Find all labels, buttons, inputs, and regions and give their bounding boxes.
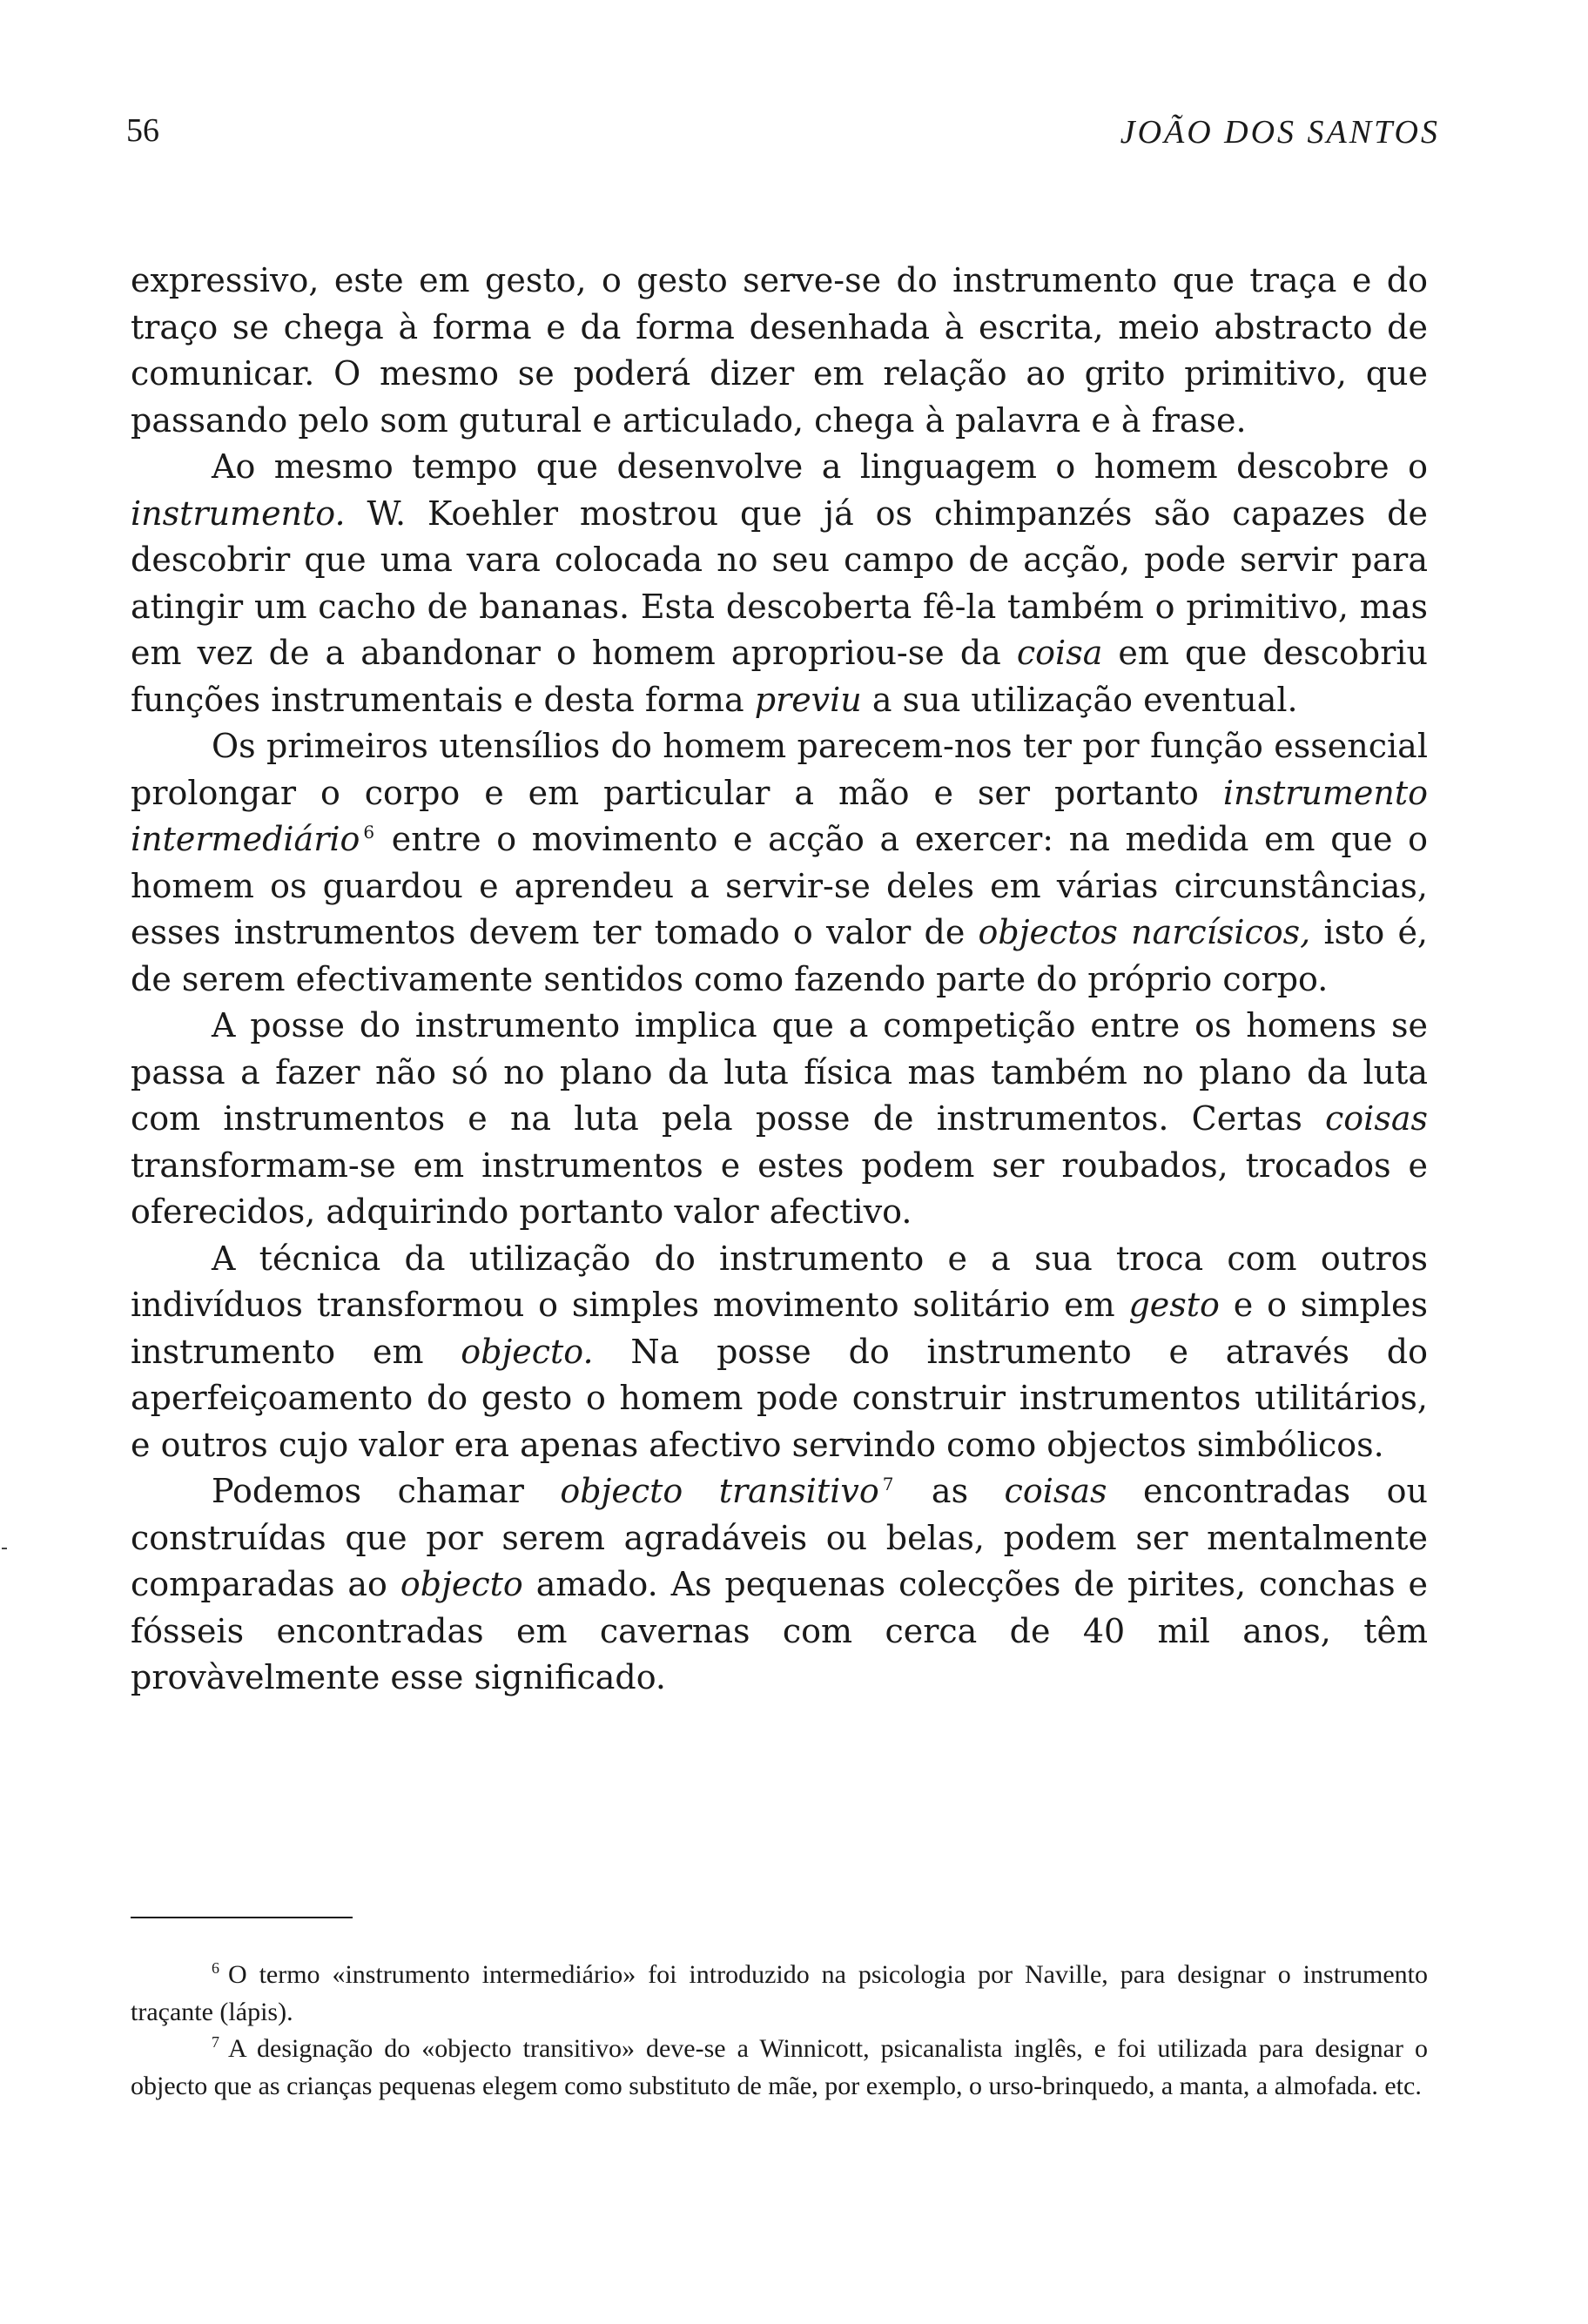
paragraph-6: Podemos chamar objecto transitivo $^7$ as coisas encontradas ou construídas que por serem agradáveis ou belas, podem ser mentalmente comparadas ao objecto amado. As pequenas colecções de pirites, conchas e fósseis encontradas em cavernas com cerca de 40 mil anos, têm provàvelmente esse significado.	[131, 1472, 1428, 1696]
book-page	[126, 104, 1440, 2100]
footnote-7	[131, 2031, 1428, 2105]
margin-mark	[2, 1548, 7, 1549]
emphasis: coisa	[1016, 634, 1103, 672]
emphasis: gesto	[1128, 1286, 1220, 1324]
footnote-marker: 6	[212, 1959, 219, 1977]
footnote-marker: 7	[212, 2033, 219, 2051]
emphasis: instrumento.	[131, 494, 346, 533]
emphasis: coisas	[1004, 1472, 1107, 1510]
emphasis: objecto.	[461, 1332, 594, 1371]
footnote-divider	[131, 1917, 353, 1918]
running-header	[126, 104, 1440, 157]
footnote-text: A designação do «objecto transitivo» deve-se a Winnicott, psicanalista inglês, e foi utilizada para designar o objecto que as crianças pequenas elegem como substituto de mãe, por exemplo, o urso-brinquedo, a manta, a almofada. etc.	[131, 2034, 1428, 2100]
page-number: 56	[126, 112, 159, 149]
running-title: JOÃO DOS SANTOS	[1120, 114, 1440, 151]
emphasis: previu	[754, 680, 862, 719]
footnotes	[131, 1957, 1428, 2105]
body-text	[131, 258, 1428, 1702]
emphasis: objecto transitivo	[560, 1472, 879, 1510]
emphasis: objectos narcísicos,	[978, 913, 1311, 951]
paragraph-1: expressivo, este em gesto, o gesto serve-se do instrumento que traça e do traço se chega à forma e da forma desenhada à escrita, meio abstracto de comunicar. O mesmo se poderá dizer em relação ao grito primitivo, que passando pelo som gutural e articulado, chega à palavra e à frase.	[131, 261, 1428, 440]
emphasis: coisas	[1325, 1099, 1428, 1138]
emphasis: instrumento intermediário	[131, 773, 1428, 858]
paragraph-2: Ao mesmo tempo que desenvolve a linguagem o homem descobre o instrumento. W. Koehler mostrou que já os chimpanzés são capazes de descobrir que uma vara colocada no seu campo de acção, pode servir para atingir um cacho de bananas. Esta descoberta fê-la também o primitivo, mas em vez de a abandonar o homem apropriou-se da coisa em que descobriu funções instrumentais e desta forma previu a sua utilização eventual.	[131, 447, 1428, 719]
paragraph-4: A posse do instrumento implica que a competição entre os homens se passa a fazer não só no plano da luta física mas também no plano da luta com instrumentos e na luta pela posse de instrumentos. Certas coisas transformam-se em instrumentos e estes podem ser roubados, trocados e oferecidos, adquirindo portanto valor afectivo.	[131, 1006, 1428, 1231]
paragraph-3: Os primeiros utensílios do homem parecem-nos ter por função essencial prolongar o corpo e em particular a mão e ser portanto instrumento intermediário $^6$ entre o movimento e acção a exercer: na medida em que o homem os guardou e aprendeu a servir-se deles em várias circunstâncias, esses instrumentos devem ter tomado o valor de objectos narcísicos, isto é, de serem efectivamente sentidos como fazendo parte do próprio corpo.	[131, 727, 1429, 998]
footnote-text: O termo «instrumento intermediário» foi introduzido na psicologia por Naville, para designar o instrumento traçante (lápis).	[131, 1960, 1428, 2026]
paragraph-5: A técnica da utilização do instrumento e a sua troca com outros indivíduos transformou o simples movimento solitário em gesto e o simples instrumento em objecto. Na posse do instrumento e através do aperfeiçoamento do gesto o homem pode construir instrumentos utilitários, e outros cujo valor era apenas afectivo servindo como objectos simbólicos.	[131, 1239, 1428, 1464]
footnote-6	[131, 1957, 1428, 2031]
emphasis: objecto	[400, 1565, 523, 1603]
footnote-reference-7[interactable]: 7	[882, 1474, 894, 1495]
footnote-reference-6[interactable]: 6	[363, 822, 375, 843]
